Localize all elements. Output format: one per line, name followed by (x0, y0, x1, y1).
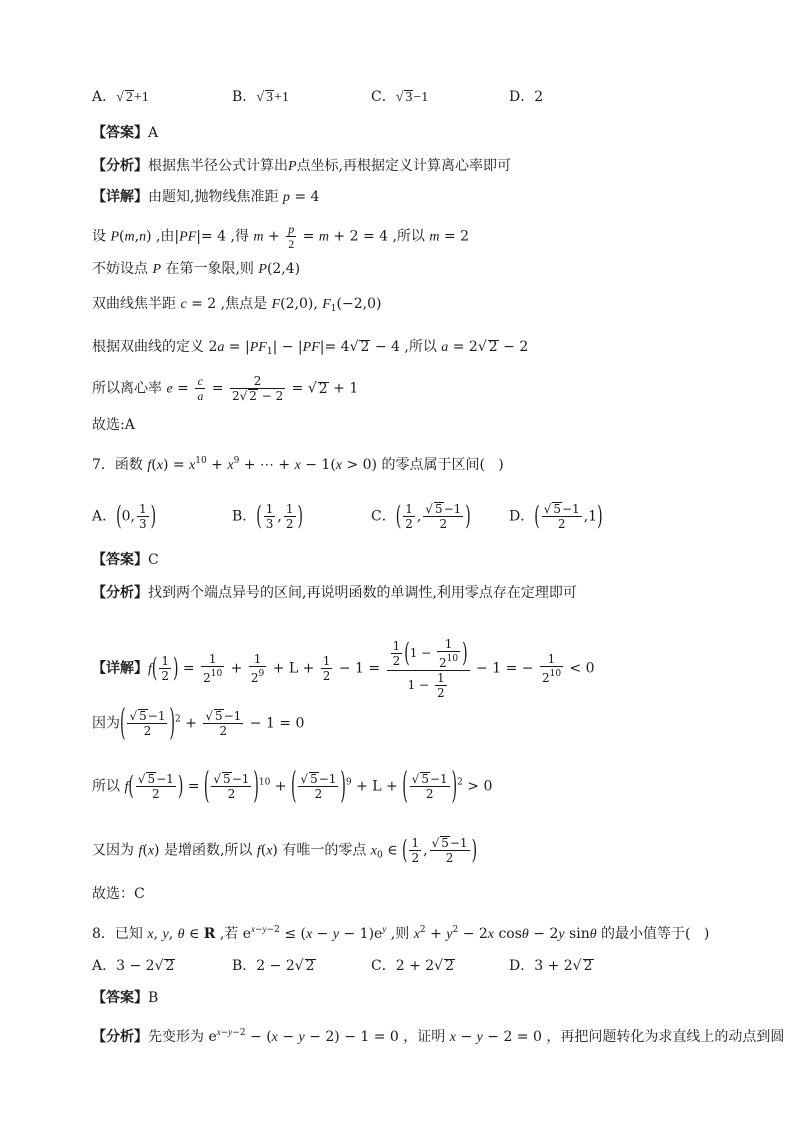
answer-tag: 【答案】 (92, 125, 148, 141)
q7-stem: 7．函数 $f(x) = x^{10} + x^9$ + ⋯ + x − 1(x > 0) 的零点属于区间( ) (92, 456, 504, 473)
q8-option-d: D．3 + 2√ 2 (509, 958, 593, 974)
q7-detail-2: 因为( $\frac{√ 5-1}{2}$ )$^2$ + $\frac{√ 5-1}{2}$ − 1 = 0 (92, 702, 305, 745)
detail-tag: 【详解】 (92, 660, 148, 677)
q7-detail-4: 又因为 f(x) 是增函数,所以 f(x) 有唯一的零点 $x_0$ ∈ ( $\frac{1}{2}$ , $\frac{√ 5-1}{2}$ ) (92, 835, 478, 866)
analysis-tag: 【分析】 (92, 585, 148, 601)
q8-option-c: C．2 + 2√ 2 (371, 958, 455, 974)
answer-value: A (148, 125, 159, 141)
q6-answer (92, 123, 158, 143)
answer-value: B (148, 990, 159, 1006)
answer-tag: 【答案】 (92, 990, 148, 1006)
q6-detail-6: 所以离心率 e = $\frac{c}{a}$ = $\frac{2}{2√ 2 - 2}$ = √ 2 + 1 (92, 374, 359, 403)
analysis-tag: 【分析】 (92, 158, 148, 174)
analysis-text: 找到两个端点异号的区间,再说明函数的单调性,利用零点存在定理即可 (148, 585, 577, 601)
q8-option-b: B．2 − 2√ 2 (232, 958, 315, 974)
q8-analysis: 【分析】先变形为 $e^{x-y-2} - (x - y - 2) - 1 = 0$ ，证明 x − y − 2 = 0 ，再把问题转化为求直线上的动点到圆 (92, 1027, 785, 1045)
q7-option-d: D．( $\frac{√ 5-1}{2}$ ,1) (509, 501, 603, 532)
q7-detail-1: 【详解】f( $\frac{1}{2}$ ) = $\frac{1}{2^{10}}$ + $\frac{1}{2^9}$ + L + $\frac{1}{2}$ − 1 = $\frac{1}{2}$ (1 − $\frac{1}{2^{10}}$ ) 1 − $\frac{1}{2}$ − 1 = − $\frac{1}{2^{10}}$ < 0 (92, 637, 595, 700)
q6-option-b: B．√ 3+1 (232, 89, 289, 105)
q6-detail-4: 双曲线焦半距 c = 2 ,焦点是 F(2,0), $F_1(-2,0)$ (92, 296, 382, 314)
q6-option-a: A．√ 2+1 (92, 89, 149, 105)
answer-tag: 【答案】 (92, 552, 148, 568)
q7-option-b: B．( $\frac{1}{3}$ , $\frac{1}{2}$ ) (232, 501, 303, 532)
detail-tag: 【详解】 (92, 189, 148, 205)
q6-detail-1: 【详解】由题知,抛物线焦准距 p = 4 (92, 189, 320, 205)
q8-stem: 8．已知 x, y, θ ∈ R ,若 $e^{x-y-2} \le (x - y - 1)e^y$ ,则 $x^2 + y^2 - 2x$ cosθ − 2y sinθ 的最小值等于( ) (92, 924, 710, 942)
q7-answer (92, 550, 159, 570)
q7-option-a: A．(0, $\frac{1}{3}$ ) (92, 501, 157, 532)
q8-answer (92, 988, 158, 1008)
q6-detail-2: 设 P(m,n) ,由|PF|= 4 ,得 m + $\frac{p}{2}$ = m + 2 = 4 ,所以 m = 2 (92, 222, 470, 251)
q7-option-c: C．( $\frac{1}{2}$ , $\frac{√ 5-1}{2}$ ) (371, 501, 471, 532)
q7-detail-3: 所以 f( $\frac{√ 5-1}{2}$ ) = ( $\frac{√ 5-1}{2}$ )$^{10}$ + ( $\frac{√ 5-1}{2}$ )$^9$ + L + ( $\frac{√ 5-1}{2}$ )$^2$ > 0 (92, 765, 493, 808)
q8-option-a: A．3 − 2√ 2 (92, 958, 175, 974)
q6-option-d: D．2 (509, 89, 544, 105)
q7-choose: 故选：C (92, 886, 145, 902)
q6-analysis: 【分析】根据焦半径公式计算出P点坐标,再根据定义计算离心率即可 (92, 158, 512, 174)
q6-detail-5: 根据双曲线的定义 $2a = |PF_1| - |PF|= 4√$ 2 − 4 ,所以 a = 2√ 2 − 2 (92, 339, 529, 357)
q7-analysis (92, 583, 577, 603)
answer-value: C (148, 552, 159, 568)
q6-option-c: C．√ 3−1 (371, 89, 429, 105)
analysis-tag: 【分析】 (92, 1029, 148, 1045)
q6-detail-3: 不妨设点 P 在第一象限,则 P(2,4) (92, 261, 301, 277)
q6-choose: 故选:A (92, 417, 135, 433)
